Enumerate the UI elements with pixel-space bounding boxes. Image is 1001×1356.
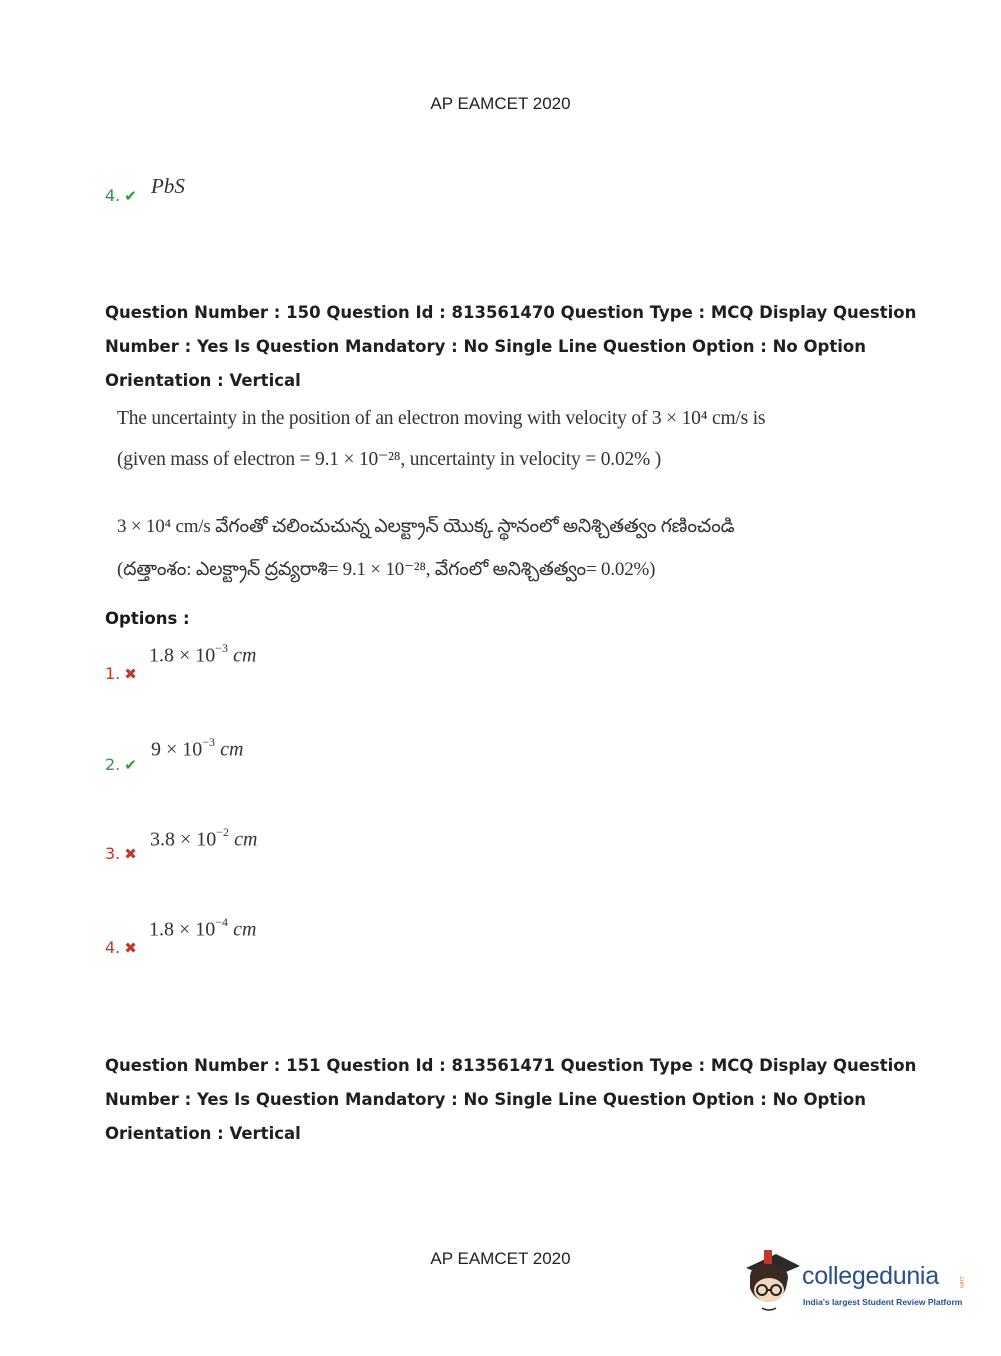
times-ten: × 10 <box>180 828 217 851</box>
logo-com: .com <box>958 1275 964 1289</box>
wrong-cross-icon: ✖ <box>124 939 137 957</box>
option-4-text <box>149 917 256 942</box>
page-footer: AP EAMCET 2020 <box>430 1249 571 1268</box>
meta-line: Number : Yes Is Question Mandatory : No Single Line Question Option : No Option <box>105 1090 866 1109</box>
meta-line: Number : Yes Is Question Mandatory : No Single Line Question Option : No Option <box>105 337 866 356</box>
question-text-en-line2: (given mass of electron = 9.1 × 10⁻²⁸, uncertainty in velocity = 0.02% ) <box>117 449 662 470</box>
option-unit: cm <box>220 738 244 761</box>
option-number-label: 4. <box>105 938 121 957</box>
prev-option-text: PbS <box>151 174 185 198</box>
option-exponent: −4 <box>215 915 229 929</box>
prev-option-number-label: 4. <box>105 186 121 205</box>
option-mantissa: 9 <box>151 738 161 761</box>
option-1-text <box>149 643 256 668</box>
logo-wordmark: collegedunia <box>802 1262 939 1290</box>
option-3-text <box>150 827 257 852</box>
question-text-te-line2: (దత్తాంశం: ఎలక్ట్రాన్ ద్రవ్యరాశి= 9.1 × 10⁻²⁸, వేగంలో అనిశ్చితత్వం= 0.02%) <box>117 559 656 580</box>
option-unit: cm <box>233 644 257 667</box>
option-mantissa: 1.8 <box>149 644 174 667</box>
correct-check-icon: ✔ <box>124 756 137 774</box>
correct-check-icon: ✔ <box>124 187 137 205</box>
option-4-number <box>105 938 137 957</box>
option-number-label: 3. <box>105 844 121 863</box>
prev-option-number <box>105 186 137 205</box>
option-number-label: 1. <box>105 664 121 683</box>
option-mantissa: 3.8 <box>150 828 175 851</box>
question-150-meta <box>105 296 917 398</box>
option-1-number <box>105 664 137 683</box>
option-exponent: −2 <box>216 825 230 839</box>
logo-tagline: India's largest Student Review Platform <box>803 1297 963 1307</box>
meta-line: Question Number : 150 Question Id : 813561470 Question Type : MCQ Display Question <box>105 303 917 322</box>
option-exponent: −3 <box>202 735 216 749</box>
times-ten: × 10 <box>179 918 216 941</box>
option-exponent: −3 <box>215 641 229 655</box>
meta-line: Orientation : Vertical <box>105 1124 301 1143</box>
option-3-number <box>105 844 137 863</box>
option-mantissa: 1.8 <box>149 918 174 941</box>
option-number-label: 2. <box>105 755 121 774</box>
wrong-cross-icon: ✖ <box>124 845 137 863</box>
question-text-en-line1: The uncertainty in the position of an electron moving with velocity of 3 × 10⁴ cm/s is <box>117 408 766 429</box>
times-ten: × 10 <box>179 644 216 667</box>
options-label: Options : <box>105 609 190 628</box>
question-151-meta <box>105 1049 917 1151</box>
option-unit: cm <box>233 918 257 941</box>
meta-line: Question Number : 151 Question Id : 813561471 Question Type : MCQ Display Question <box>105 1056 917 1075</box>
meta-line: Orientation : Vertical <box>105 371 301 390</box>
page-header: AP EAMCET 2020 <box>430 94 571 113</box>
question-text-te-line1: 3 × 10⁴ cm/s వేగంతో చలించుచున్న ఎలక్ట్రాన్ యొక్క స్థానంలో అనిశ్చితత్వం గణించండి <box>117 516 735 537</box>
times-ten: × 10 <box>166 738 203 761</box>
option-unit: cm <box>234 828 258 851</box>
option-2-text <box>151 737 243 762</box>
wrong-cross-icon: ✖ <box>124 665 137 683</box>
option-2-number <box>105 755 137 774</box>
collegedunia-mascot-icon <box>742 1248 804 1320</box>
